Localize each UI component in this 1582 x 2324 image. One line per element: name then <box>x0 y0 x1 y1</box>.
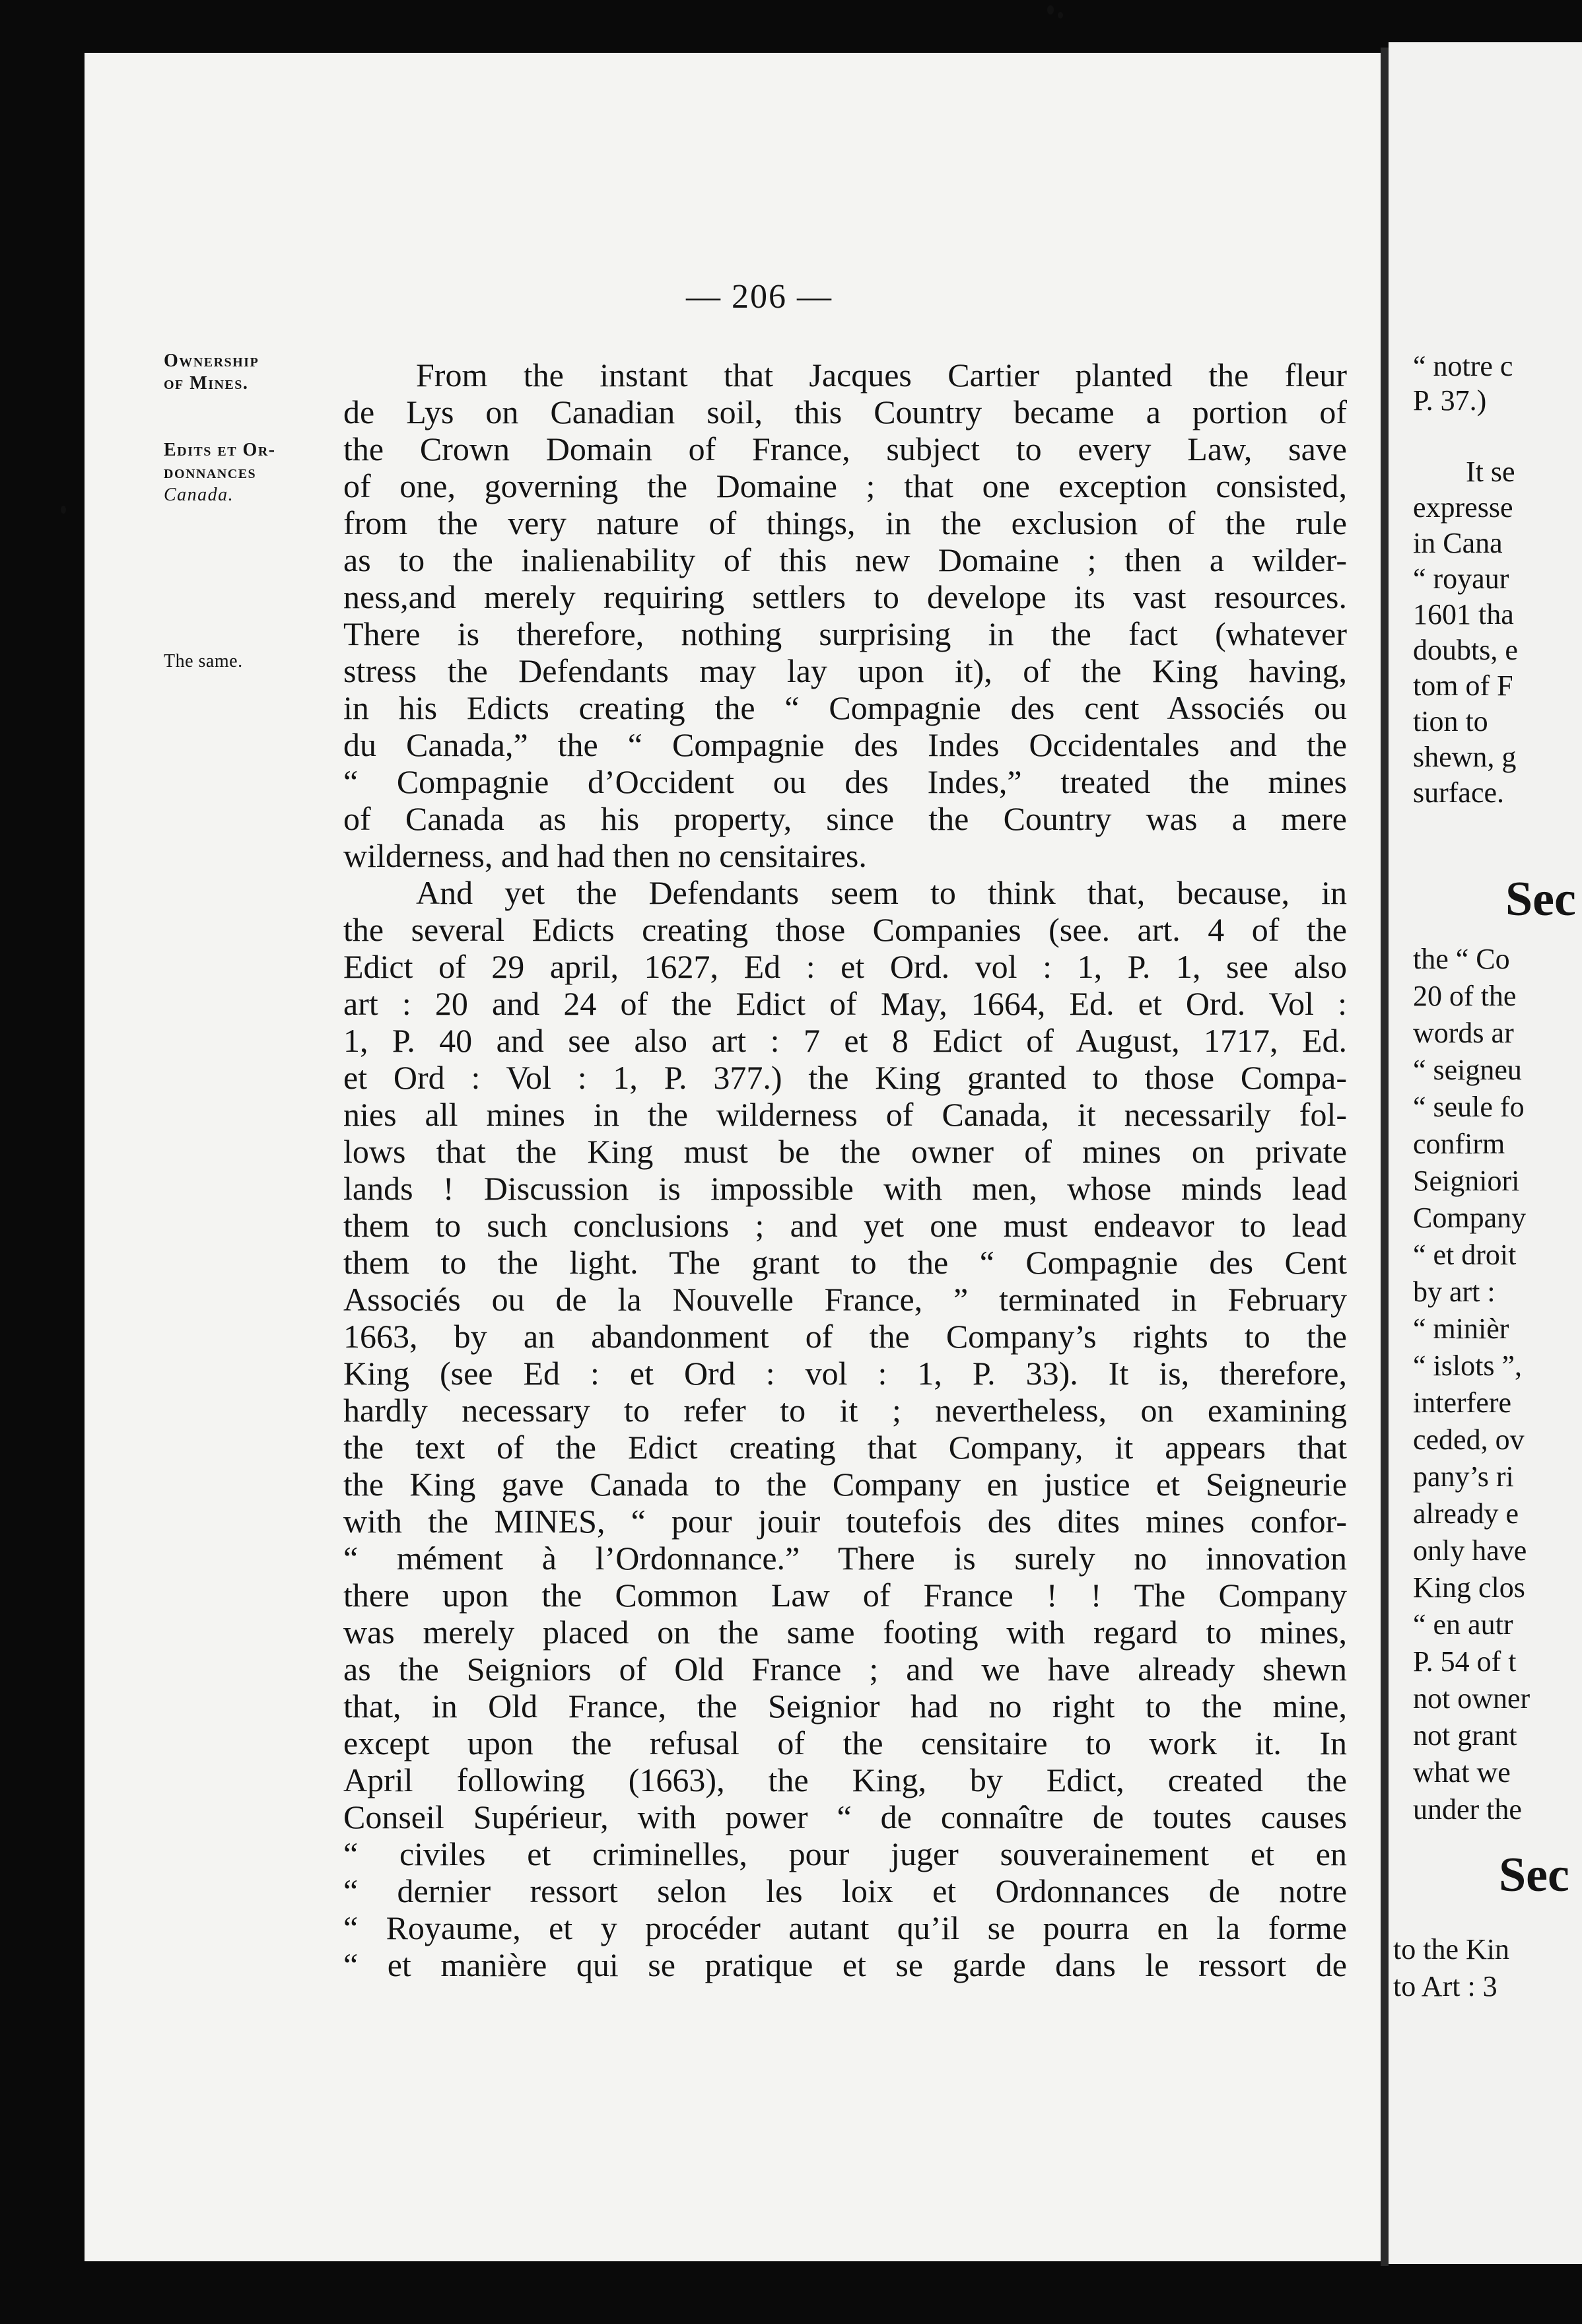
text-line: Conseil Supérieur, with power “ de connaître de toutes causes <box>343 1798 1347 1835</box>
right-line: not grant <box>1413 1719 1517 1752</box>
page-gutter <box>1381 48 1389 2266</box>
text-line: “ mément à l’Ordonnance.” There is surely no innovation <box>343 1540 1347 1577</box>
ink-speck <box>1058 12 1063 18</box>
right-line: to the Kin <box>1393 1933 1509 1965</box>
text-line: There is therefore, nothing surprising in the fact (whatever <box>343 615 1347 652</box>
right-line: 1601 tha <box>1413 598 1514 631</box>
text-line: except upon the refusal of the censitaire to work it. In <box>343 1725 1347 1761</box>
text-line: du Canada,” the “ Compagnie des Indes Occidentales and the <box>343 726 1347 763</box>
margin-note-same <box>164 650 329 673</box>
margin-note-line: of Mines. <box>164 373 249 393</box>
margin-note-line: The same. <box>164 651 243 671</box>
text-line: of Canada as his property, since the Country was a mere <box>343 800 1347 837</box>
ink-speck <box>61 506 66 514</box>
right-line: King clos <box>1413 1571 1525 1604</box>
margin-note-edits <box>164 439 329 506</box>
right-line: tom of F <box>1413 669 1513 702</box>
right-line: “ royaur <box>1413 563 1509 595</box>
right-line: It se <box>1466 456 1515 488</box>
text-line: was merely placed on the same footing with regard to mines, <box>343 1614 1347 1651</box>
right-line: only have <box>1413 1534 1527 1567</box>
text-line: the King gave Canada to the Company en justice et Seigneurie <box>343 1466 1347 1503</box>
text-line: the Crown Domain of France, subject to every Law, save <box>343 430 1347 467</box>
right-line: to Art : 3 <box>1393 1970 1497 2002</box>
text-line: hardly necessary to refer to it ; nevertheless, on examining <box>343 1392 1347 1429</box>
text-line: art : 20 and 24 of the Edict of May, 1664, Ed. et Ord. Vol : <box>343 985 1347 1022</box>
right-line: already e <box>1413 1497 1519 1530</box>
right-line: pany’s ri <box>1413 1460 1514 1493</box>
text-line: them to the light. The grant to the “ Compagnie des Cent <box>343 1244 1347 1281</box>
right-line: interfere <box>1413 1386 1511 1419</box>
right-line: “ minièr <box>1413 1313 1509 1345</box>
text-line: April following (1663), the King, by Edict, created the <box>343 1761 1347 1798</box>
right-section-heading: Sec <box>1505 872 1576 926</box>
text-line: them to such conclusions ; and yet one must endeavor to lead <box>343 1207 1347 1244</box>
text-line: And yet the Defendants seem to think that, because, in <box>416 874 1347 911</box>
margin-note-ownership <box>164 350 329 395</box>
right-line: “ seule fo <box>1413 1091 1525 1123</box>
text-line: “ civiles et criminelles, pour juger souverainement et en <box>343 1835 1347 1872</box>
right-line: the “ Co <box>1413 943 1510 975</box>
text-line: from the very nature of things, in the exclusion of the rule <box>343 504 1347 541</box>
right-line: “ notre c <box>1413 350 1513 382</box>
text-line: de Lys on Canadian soil, this Country became a portion of <box>343 393 1347 430</box>
text-line: as the Seigniors of Old France ; and we have already shewn <box>343 1651 1347 1688</box>
text-line: with the MINES, “ pour jouir toutefois des dites mines confor- <box>343 1503 1347 1540</box>
text-line: Associés ou de la Nouvelle France, ” terminated in February <box>343 1281 1347 1318</box>
right-line: P. 37.) <box>1413 384 1487 417</box>
text-line: et Ord : Vol : 1, P. 377.) the King granted to those Compa- <box>343 1059 1347 1096</box>
right-line: “ en autr <box>1413 1608 1513 1641</box>
text-line: wilderness, and had then no censitaires. <box>343 837 867 874</box>
text-line: “ Royaume, et y procéder autant qu’il se pourra en la forme <box>343 1909 1347 1946</box>
text-line: the several Edicts creating those Companies (see. art. 4 of the <box>343 911 1347 948</box>
text-line: as to the inalienability of this new Domaine ; then a wilder- <box>343 541 1347 578</box>
margin-note-line: Ownership <box>164 351 259 371</box>
right-line: “ islots ”, <box>1413 1350 1522 1382</box>
right-line: surface. <box>1413 776 1505 809</box>
text-line: lands ! Discussion is impossible with men, whose minds lead <box>343 1170 1347 1207</box>
text-line: in his Edicts creating the “ Compagnie des cent Associés ou <box>343 689 1347 726</box>
text-line: 1663, by an abandonment of the Company’s rights to the <box>343 1318 1347 1355</box>
right-line: in Cana <box>1413 527 1503 559</box>
text-line: nies all mines in the wilderness of Canada, it necessarily fol- <box>343 1096 1347 1133</box>
text-line: ness,and merely requiring settlers to develope its vast resources. <box>343 578 1347 615</box>
right-line: shewn, g <box>1413 741 1517 773</box>
text-line: 1, P. 40 and see also art : 7 et 8 Edict of August, 1717, Ed. <box>343 1022 1347 1059</box>
text-line: King (see Ed : et Ord : vol : 1, P. 33). It is, therefore, <box>343 1355 1347 1392</box>
right-line: Seigniori <box>1413 1165 1520 1197</box>
right-line: words ar <box>1413 1017 1514 1049</box>
right-line: 20 of the <box>1413 980 1517 1012</box>
text-line: lows that the King must be the owner of mines on private <box>343 1133 1347 1170</box>
text-line: the text of the Edict creating that Company, it appears that <box>343 1429 1347 1466</box>
text-line: Edict of 29 april, 1627, Ed : et Ord. vol : 1, P. 1, see also <box>343 948 1347 985</box>
right-line: confirm <box>1413 1128 1505 1160</box>
text-line: that, in Old France, the Seignior had no right to the mine, <box>343 1688 1347 1725</box>
right-line: what we <box>1413 1756 1511 1789</box>
text-line: “ et manière qui se pratique et se garde dans le ressort de <box>343 1946 1347 1983</box>
page-number: — 206 — <box>686 278 833 316</box>
margin-note-line: donnances <box>164 462 257 483</box>
right-line: expresse <box>1413 491 1513 524</box>
text-line: of one, governing the Domaine ; that one exception consisted, <box>343 467 1347 504</box>
text-line: “ dernier ressort selon les loix et Ordonnances de notre <box>343 1872 1347 1909</box>
margin-note-line: Canada. <box>164 485 234 505</box>
right-line: P. 54 of t <box>1413 1645 1517 1678</box>
text-line: there upon the Common Law of France ! ! The Company <box>343 1577 1347 1614</box>
margin-note-line: Edits et Or- <box>164 440 276 460</box>
right-section-heading: Sec <box>1499 1848 1569 1902</box>
text-line: stress the Defendants may lay upon it), of the King having, <box>343 652 1347 689</box>
text-line: “ Compagnie d’Occident ou des Indes,” treated the mines <box>343 763 1347 800</box>
right-line: by art : <box>1413 1276 1496 1308</box>
text-line: From the instant that Jacques Cartier planted the fleur <box>416 357 1347 393</box>
right-line: under the <box>1413 1793 1522 1826</box>
right-line: Company <box>1413 1202 1527 1234</box>
right-line: “ et droit <box>1413 1239 1517 1271</box>
right-line: “ seigneu <box>1413 1054 1522 1086</box>
right-line: not owner <box>1413 1682 1530 1715</box>
ink-speck <box>1047 5 1054 15</box>
main-text <box>343 357 1347 1983</box>
right-line: doubts, e <box>1413 634 1518 666</box>
right-line: ceded, ov <box>1413 1423 1525 1456</box>
right-line: tion to <box>1413 705 1488 737</box>
